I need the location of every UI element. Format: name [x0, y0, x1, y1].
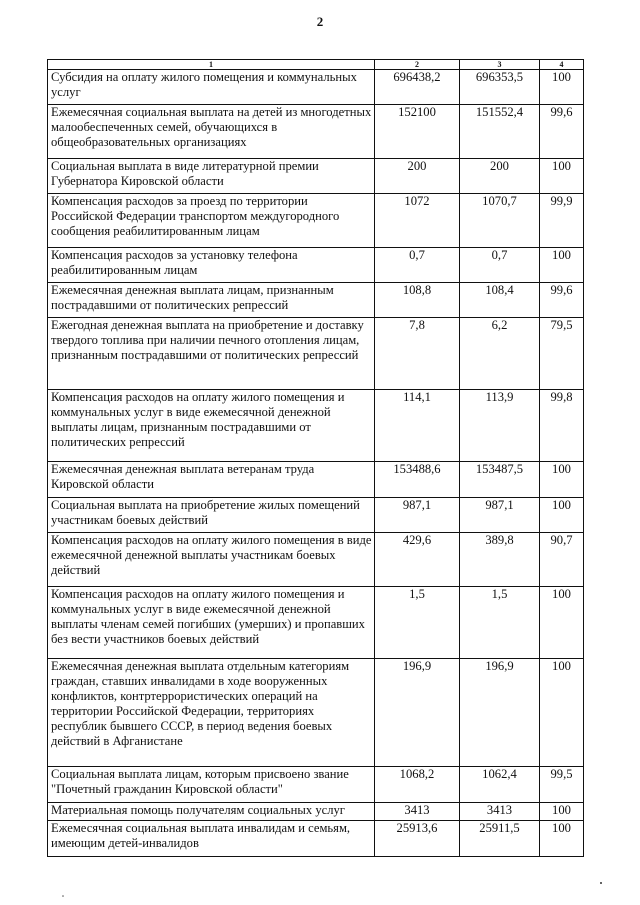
row-value-col2: 987,1: [375, 498, 460, 533]
row-name-cell: Ежемесячная социальная выплата на детей из многодетных малообеспеченных семей, обучающихся в общеобразовательных организациях: [48, 105, 375, 159]
row-value-col3: 153487,5: [460, 462, 540, 498]
row-value-col3: 108,4: [460, 283, 540, 318]
row-value-col3: 389,8: [460, 533, 540, 587]
row-value-col4: 100: [540, 159, 584, 194]
row-value-col3: 25911,5: [460, 821, 540, 857]
row-value-col4: 100: [540, 659, 584, 767]
page-number: 2: [316, 14, 324, 29]
row-name-cell: Компенсация расходов на оплату жилого помещения и коммунальных услуг в виде ежемесячной денежной выплаты лицам, признанным пострадавшими от политических репрессий: [48, 390, 375, 462]
row-value-col2: 108,8: [375, 283, 460, 318]
scan-speck: [62, 895, 64, 897]
row-name-cell: Ежемесячная денежная выплата лицам, признанным пострадавшими от политических репрессий: [48, 283, 375, 318]
row-value-col2: 1072: [375, 194, 460, 248]
row-value-col3: 151552,4: [460, 105, 540, 159]
row-value-col4: 100: [540, 498, 584, 533]
row-value-col4: 100: [540, 821, 584, 857]
row-name-cell: Ежегодная денежная выплата на приобретение и доставку твердого топлива при наличии печного отопления лицам, признанным пострадавшими от политических репрессий: [48, 318, 375, 390]
row-name-cell: Ежемесячная денежная выплата отдельным категориям граждан, ставших инвалидами в ходе вооруженных конфликтов, контртеррористических операций на территории Российской Федерации, территориях республик бывшего СССР, в период ведения боевых действий в Афганистане: [48, 659, 375, 767]
row-value-col4: 99,6: [540, 105, 584, 159]
row-value-col2: 152100: [375, 105, 460, 159]
row-value-col3: 1070,7: [460, 194, 540, 248]
row-name-cell: Ежемесячная социальная выплата инвалидам и семьям, имеющим детей-инвалидов: [48, 821, 375, 857]
column-number-1: 1: [48, 60, 375, 70]
row-value-col3: 987,1: [460, 498, 540, 533]
row-value-col2: 7,8: [375, 318, 460, 390]
row-value-col4: 100: [540, 70, 584, 105]
row-value-col3: 0,7: [460, 248, 540, 283]
row-value-col2: 114,1: [375, 390, 460, 462]
row-value-col4: 99,5: [540, 767, 584, 803]
row-value-col2: 0,7: [375, 248, 460, 283]
row-value-col3: 113,9: [460, 390, 540, 462]
row-value-col4: 100: [540, 248, 584, 283]
row-name-cell: Компенсация расходов за проезд по территории Российской Федерации транспортом междугородного сообщения реабилитированным лицам: [48, 194, 375, 248]
row-value-col3: 3413: [460, 803, 540, 821]
row-value-col4: 100: [540, 587, 584, 659]
row-name-cell: Компенсация расходов за установку телефона реабилитированным лицам: [48, 248, 375, 283]
row-value-col2: 196,9: [375, 659, 460, 767]
row-value-col2: 1,5: [375, 587, 460, 659]
row-value-col4: 90,7: [540, 533, 584, 587]
row-value-col4: 99,9: [540, 194, 584, 248]
row-value-col2: 153488,6: [375, 462, 460, 498]
row-value-col4: 100: [540, 803, 584, 821]
row-value-col3: 200: [460, 159, 540, 194]
row-value-col3: 196,9: [460, 659, 540, 767]
row-value-col2: 25913,6: [375, 821, 460, 857]
column-number-2: 2: [375, 60, 460, 70]
row-value-col2: 200: [375, 159, 460, 194]
row-name-cell: Социальная выплата лицам, которым присвоено звание "Почетный гражданин Кировской области": [48, 767, 375, 803]
row-value-col2: 1068,2: [375, 767, 460, 803]
row-value-col3: 696353,5: [460, 70, 540, 105]
row-value-col3: 1062,4: [460, 767, 540, 803]
column-number-4: 4: [540, 60, 584, 70]
row-value-col4: 79,5: [540, 318, 584, 390]
row-value-col4: 100: [540, 462, 584, 498]
row-name-cell: Материальная помощь получателям социальных услуг: [48, 803, 375, 821]
row-name-cell: Компенсация расходов на оплату жилого помещения в виде ежемесячной денежной выплаты участникам боевых действий: [48, 533, 375, 587]
row-value-col4: 99,6: [540, 283, 584, 318]
row-name-cell: Субсидия на оплату жилого помещения и коммунальных услуг: [48, 70, 375, 105]
row-name-cell: Ежемесячная денежная выплата ветеранам труда Кировской области: [48, 462, 375, 498]
column-number-3: 3: [460, 60, 540, 70]
row-name-cell: Компенсация расходов на оплату жилого помещения и коммунальных услуг в виде ежемесячной денежной выплаты членам семей погибших (умерших) и пропавших без вести участников боевых действий: [48, 587, 375, 659]
row-value-col4: 99,8: [540, 390, 584, 462]
scan-speck: [600, 882, 602, 884]
row-value-col2: 3413: [375, 803, 460, 821]
row-name-cell: Социальная выплата на приобретение жилых помещений участникам боевых действий: [48, 498, 375, 533]
row-name-cell: Социальная выплата в виде литературной премии Губернатора Кировской области: [48, 159, 375, 194]
row-value-col2: 429,6: [375, 533, 460, 587]
row-value-col2: 696438,2: [375, 70, 460, 105]
row-value-col3: 1,5: [460, 587, 540, 659]
row-value-col3: 6,2: [460, 318, 540, 390]
